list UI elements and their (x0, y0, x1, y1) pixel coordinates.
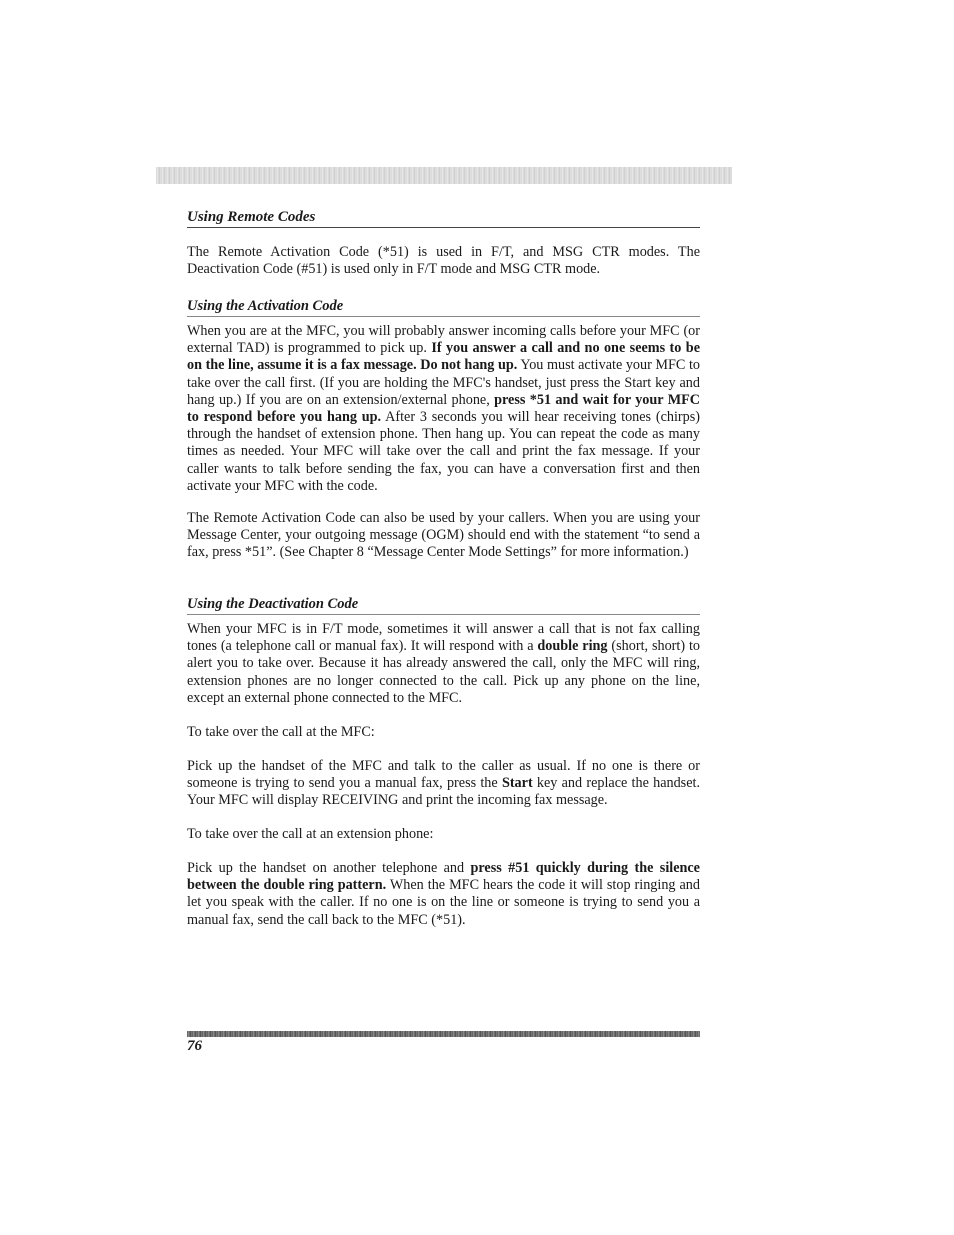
section-title: Using Remote Codes (187, 208, 700, 228)
text-run: When you are at the MFC, you will probably answer incoming calls before your MFC (or external TAD) is programmed to pick up. (187, 323, 700, 357)
text-run: After 3 seconds you will hear receiving tones (chirps) through the handset of extension phone. Then hang up. You can repeat the code as many times as needed. Your MFC will take over the call and print the fax message. If your caller wants to talk before sending the fax, you can have a conversation first and then activate your MFC with the code. (187, 409, 700, 494)
footer-decorative-band (187, 1031, 700, 1037)
activation-code-heading: Using the Activation Code (187, 297, 700, 317)
text-run: You must activate your MFC to take over the call first. (If you are holding the MFC's handset, just press the Start key and hang up.) If you are on an extension/external phone, (187, 357, 700, 408)
take-over-mfc-label: To take over the call at the MFC: (187, 724, 375, 740)
text-run: (short, short) to alert you to take over. Because it has already answered the call, only the MFC will ring, extension phones are no longer connected to the call. Pick up any phone on the line, except an external phone connected to the MFC. (187, 638, 700, 706)
text-run: When your MFC is in F/T mode, sometimes it will answer a call that is not fax calling tones (a telephone call or manual fax). It will respond with a (187, 621, 700, 655)
deactivation-code-heading: Using the Deactivation Code (187, 595, 700, 615)
text-run: Pick up the handset on another telephone and (187, 860, 471, 876)
bold-text-run: double ring (537, 638, 608, 655)
header-decorative-band (156, 167, 732, 184)
page-number: 76 (187, 1038, 202, 1054)
bold-text-run: Start (501, 775, 533, 792)
bold-text-run: press *51 and wait for your MFC to respond before you hang up. (187, 391, 700, 426)
deactivation-paragraph-1 (187, 621, 700, 707)
text-run: When the MFC hears the code it will stop ringing and let you speak with the caller. If no one is on the line or someone is trying to send you a manual fax, send the call back to the MFC (*51). (187, 877, 700, 928)
deactivation-paragraph-5 (187, 860, 700, 929)
deactivation-paragraph-3 (187, 758, 700, 810)
bold-text-run: press #51 quickly during the silence between the double ring pattern. (187, 860, 700, 894)
take-over-extension-label: To take over the call at an extension phone: (187, 826, 434, 842)
bold-text-run: If you answer a call and no one seems to be on the line, assume it is a fax message. Do not hang up. (187, 340, 700, 374)
intro-paragraph: The Remote Activation Code (*51) is used in F/T, and MSG CTR modes. The Deactivation Code (#51) is used only in F/T mode and MSG CTR mode. (187, 244, 700, 278)
text-run: Pick up the handset of the MFC and talk to the caller as usual. If no one is there or someone is trying to send you a manual fax, press the (187, 758, 700, 792)
text-run: key and replace the handset. Your MFC will display RECEIVING and print the incoming fax message. (187, 775, 700, 809)
activation-paragraph-1 (187, 323, 700, 495)
activation-paragraph-2: The Remote Activation Code can also be used by your callers. When you are using your Message Center, your outgoing message (OGM) should end with the statement “to send a fax, press *51”. (See Chapter 8 “Message Center Mode Settings” for more information.) (187, 510, 700, 561)
